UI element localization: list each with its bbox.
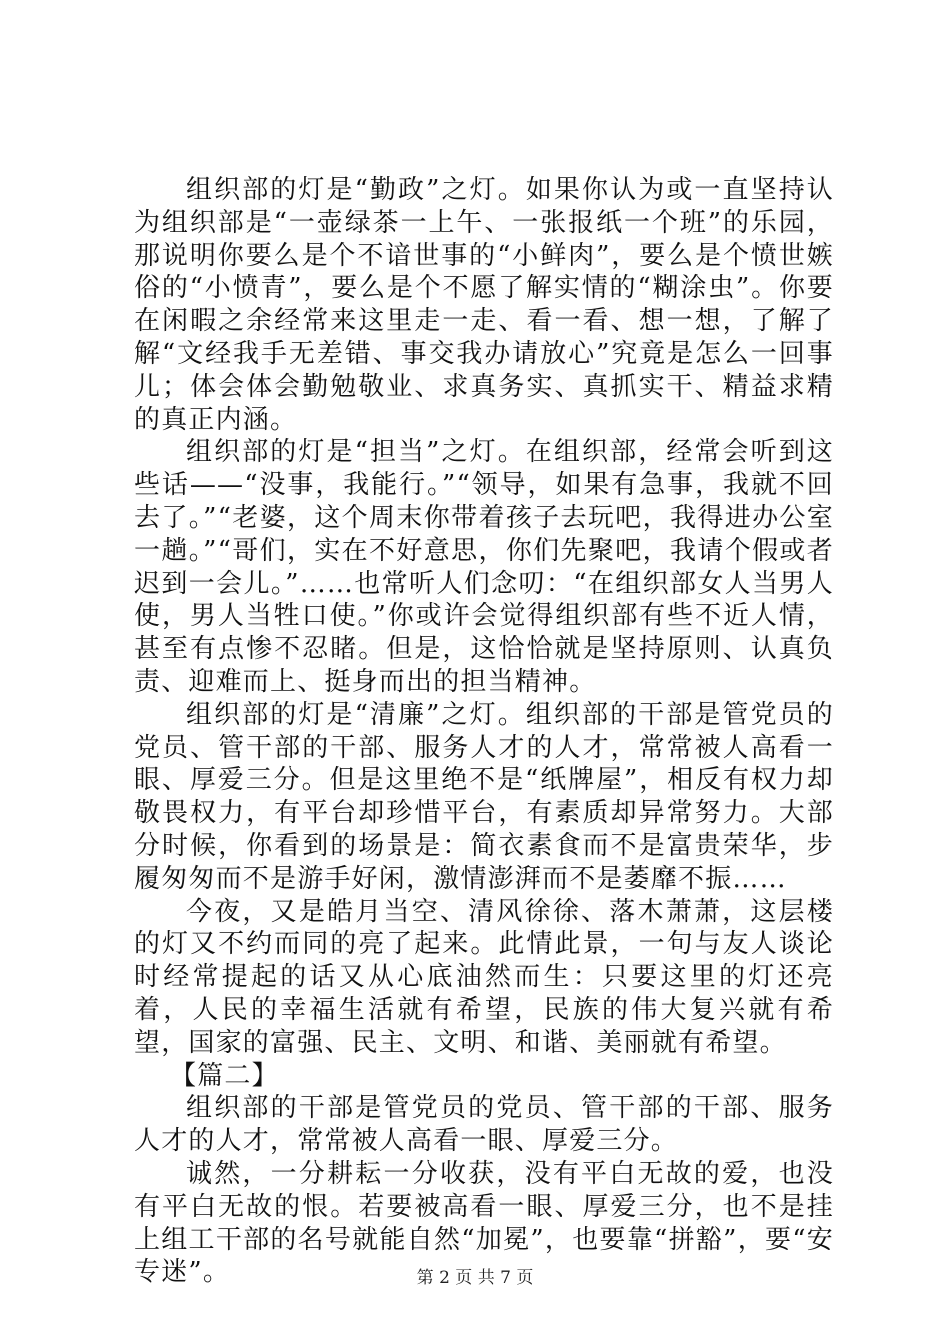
paragraph-effort: 诚然，一分耕耘一分收获，没有平白无故的爱，也没有平白无故的恨。若要被高看一眼、厚爱三分，也不是挂上组工干部的名号就能自然“加冕”，也要靠“拼豁”，要“安专迷”。 — [134, 1158, 834, 1288]
paragraph-diligence: 组织部的灯是“勤政”之灯。如果你认为或一直坚持认为组织部是“一壶绿茶一上午、一张报纸一个班”的乐园，那说明你要么是个不谙世事的“小鲜肉”，要么是个愤世嫉俗的“小愤青”，要么是个不愿了解实情的“糊涂虫”。你要在闲暇之余经常来这里走一走、看一看、想一想，了解了解“文经我手无差错、事交我办请放心”究竟是怎么一回事儿；体会体会勤勉敬业、求真务实、真抓实干、精益求精的真正内涵。 — [134, 175, 834, 435]
paragraph-tonight: 今夜，又是皓月当空、清风徐徐、落木萧萧，这层楼的灯又不约而同的亮了起来。此情此景，一句与友人谈论时经常提起的话又从心底油然而生：只要这里的灯还亮着，人民的幸福生活就有希望，民族的伟大复兴就有希望，国家的富强、民主、文明、和谐、美丽就有希望。 — [134, 896, 834, 1058]
paragraph-responsibility: 组织部的灯是“担当”之灯。在组织部，经常会听到这些话——“没事，我能行。”“领导，如果有急事，我就不回去了。”“老婆，这个周末你带着孩子去玩吧，我得进办公室一趟。”“哥们，实在不好意思，你们先聚吧，我请个假或者迟到一会儿。”……也常听人们念叨：“在组织部女人当男人使，男人当牲口使。”你或许会觉得组织部有些不近人情，甚至有点惨不忍睹。但是，这恰恰就是坚持原则、认真负责、迎难而上、挺身而出的担当精神。 — [134, 437, 834, 697]
paragraph-cadres: 组织部的干部是管党员的党员、管干部的干部、服务人才的人才，常常被人高看一眼、厚爱三分。 — [134, 1093, 834, 1157]
paragraph-integrity: 组织部的灯是“清廉”之灯。组织部的干部是管党员的党员、管干部的干部、服务人才的人才，常常被人高看一眼、厚爱三分。但是这里绝不是“纸牌屋”，相反有权力却敬畏权力，有平台却珍惜平台，有素质却异常努力。大部分时候，你看到的场景是：简衣素食而不是富贵荣华，步履匆匆而不是游手好闲，激情澎湃而不是萎靡不振…… — [134, 699, 834, 894]
section-heading: 【篇二】 — [170, 1060, 279, 1091]
document-body — [134, 174, 834, 1289]
page-footer: 第 2 页 共 7 页 — [416, 1268, 534, 1288]
